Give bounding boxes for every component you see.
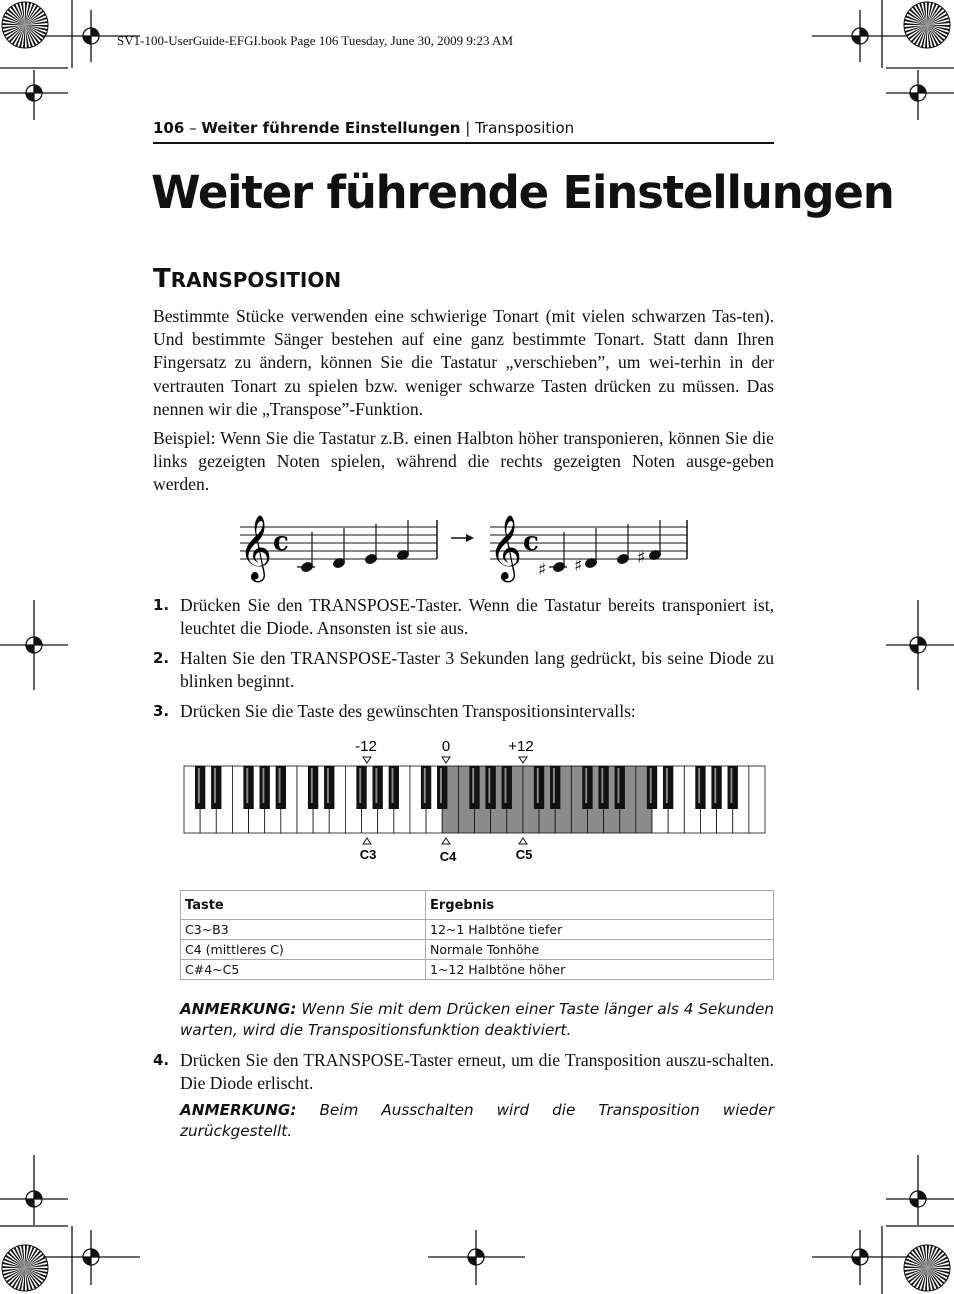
registration-starburst-icon [904,1245,950,1291]
registration-starburst-icon [2,1245,48,1291]
marker-down-icon [442,757,450,763]
interval-label-plus-12: +12 [508,738,534,755]
section-heading [153,264,341,294]
black-key-highlight [537,768,539,803]
black-key-highlight [440,768,442,803]
interval-label-minus-12: -12 [355,738,377,755]
table-cell: C4 (mittleres C) [181,940,426,960]
note-2 [180,1100,774,1142]
key-label-c5: C5 [515,847,533,862]
black-key [469,766,479,809]
note-1 [180,999,774,1041]
black-key [485,766,495,809]
table-cell: Normale Tonhöhe [426,940,774,960]
black-key [647,766,657,809]
marker-down-icon [519,757,527,763]
black-key-highlight [279,768,281,803]
common-time-icon: c [273,527,289,557]
marker-up-icon [363,838,371,844]
black-key [308,766,318,809]
step-text: Drücken Sie den TRANSPOSE-Taster erneut, um die Transposition auszu-schalten. Die Diode erlischt. [180,1050,774,1094]
example-paragraph: Beispiel: Wenn Sie die Tastatur z.B. einen Halbton höher transponieren, können Sie die links gezeigten Noten spielen, während die rechts gezeigten Noten ausge-geben werden. [153,428,774,495]
print-slug: SV1-100-UserGuide-EFGI.book Page 106 Tuesday, June 30, 2009 9:23 AM [117,33,514,48]
black-key-highlight [601,768,603,803]
step-1 [153,594,774,640]
column-header-taste: Taste [181,891,426,920]
black-key-highlight [198,768,200,803]
treble-clef-icon: 𝄞 [489,515,523,580]
step-text: Drücken Sie den TRANSPOSE-Taster. Wenn die Tastatur bereits transponiert ist, leuchtet die Diode. Ansonsten ist sie aus. [180,595,774,639]
sharp-icon: ♯ [574,556,583,576]
table-header-row [181,891,774,920]
black-key [598,766,608,809]
music-notation-example [235,508,695,584]
step-number: 4. [153,1051,170,1069]
black-key-highlight [553,768,555,803]
step-number: 3. [153,702,170,720]
black-key [211,766,221,809]
section-name: Transposition [475,119,575,137]
black-key-highlight [424,768,426,803]
black-key-highlight [392,768,394,803]
step-text: Drücken Sie die Taste des gewünschten Transpositionsintervalls: [180,701,636,721]
black-key [243,766,253,809]
black-key [728,766,738,809]
black-key-highlight [246,768,248,803]
black-key-highlight [214,768,216,803]
black-key [663,766,673,809]
transpose-result-table [180,890,774,980]
black-key [260,766,270,809]
black-key-highlight [585,768,587,803]
black-key [711,766,721,809]
black-key [421,766,431,809]
black-key [437,766,447,809]
step-3 [153,700,774,723]
sharp-icon: ♯ [637,548,646,568]
note-text: Wenn Sie mit dem Drücken einer Taste länger als 4 Sekunden warten, wird die Transpositionsfunktion deaktiviert. [180,1000,774,1039]
table-row [181,960,774,980]
black-key [615,766,625,809]
black-key-highlight [666,768,668,803]
header-separator: – [184,119,202,137]
section-heading-initial: T [153,264,171,294]
table-cell: 1~12 Halbtöne höher [426,960,774,980]
black-key [356,766,366,809]
sharp-icon: ♯ [538,560,547,580]
registration-starburst-icon [2,2,48,48]
registration-starburst-icon [904,2,950,48]
black-key [324,766,334,809]
interval-label-zero: 0 [441,738,451,755]
black-key [582,766,592,809]
black-key [373,766,383,809]
marker-up-icon [442,838,450,844]
black-key-highlight [262,768,264,803]
black-key-highlight [505,768,507,803]
header-rule [153,142,774,144]
page-number: 106 [153,119,185,137]
white-key [749,766,765,833]
keyboard-diagram [180,734,774,868]
note-text: Beim Ausschalten wird die Transposition wieder zurückgestellt. [180,1101,774,1140]
black-key [195,766,205,809]
black-key [276,766,286,809]
header-divider: | [460,119,476,137]
step-text: Halten Sie den TRANSPOSE-Taster 3 Sekunden lang gedrückt, bis seine Diode zu blinken beginnt. [180,648,774,692]
black-key-highlight [311,768,313,803]
note-label: ANMERKUNG: [180,1101,297,1119]
chapter-name: Weiter führende Einstellungen [201,119,461,137]
step-number: 1. [153,596,170,614]
section-heading-rest: RANSPOSITION [170,268,342,292]
black-key-highlight [617,768,619,803]
running-head [153,119,774,137]
common-time-icon: c [523,527,539,557]
treble-clef-icon: 𝄞 [239,515,273,580]
arrow-right-icon [451,534,474,542]
table-row [181,940,774,960]
black-key-highlight [327,768,329,803]
black-key [534,766,544,809]
black-key-highlight [650,768,652,803]
intro-paragraph: Bestimmte Stücke verwenden eine schwierige Tonart (mit vielen schwarzen Tas-ten). Und bestimmte Sänger bestehen auf eine ganz bestimmte Tonart. Statt dann Ihren Fingersatz zu ändern, können Sie die Tastatur „verschieben”, um wei-terhin in der vertrauten Tonart zu spielen bzw. weniger schwarze Tasten drücken zu müssen. Das nennen wir die „Transpose”-Funktion. [153,306,774,419]
step-4 [153,1049,774,1095]
key-label-c4: C4 [439,849,457,864]
black-key [695,766,705,809]
black-key-highlight [714,768,716,803]
note-label: ANMERKUNG: [180,1000,297,1018]
column-header-ergebnis: Ergebnis [426,891,774,920]
marker-up-icon [519,838,527,844]
marker-down-icon [363,757,371,763]
step-2 [153,647,774,693]
black-key-highlight [359,768,361,803]
key-label-c3: C3 [359,847,377,862]
black-key [389,766,399,809]
black-key-highlight [730,768,732,803]
table-cell: 12~1 Halbtöne tiefer [426,920,774,940]
black-key [502,766,512,809]
black-key-highlight [375,768,377,803]
black-key-highlight [488,768,490,803]
black-key [550,766,560,809]
page-title: Weiter führende Einstellungen [151,166,894,219]
black-key-highlight [472,768,474,803]
table-cell: C#4~C5 [181,960,426,980]
step-number: 2. [153,649,170,667]
black-key-highlight [698,768,700,803]
table-row [181,920,774,940]
table-cell: C3~B3 [181,920,426,940]
